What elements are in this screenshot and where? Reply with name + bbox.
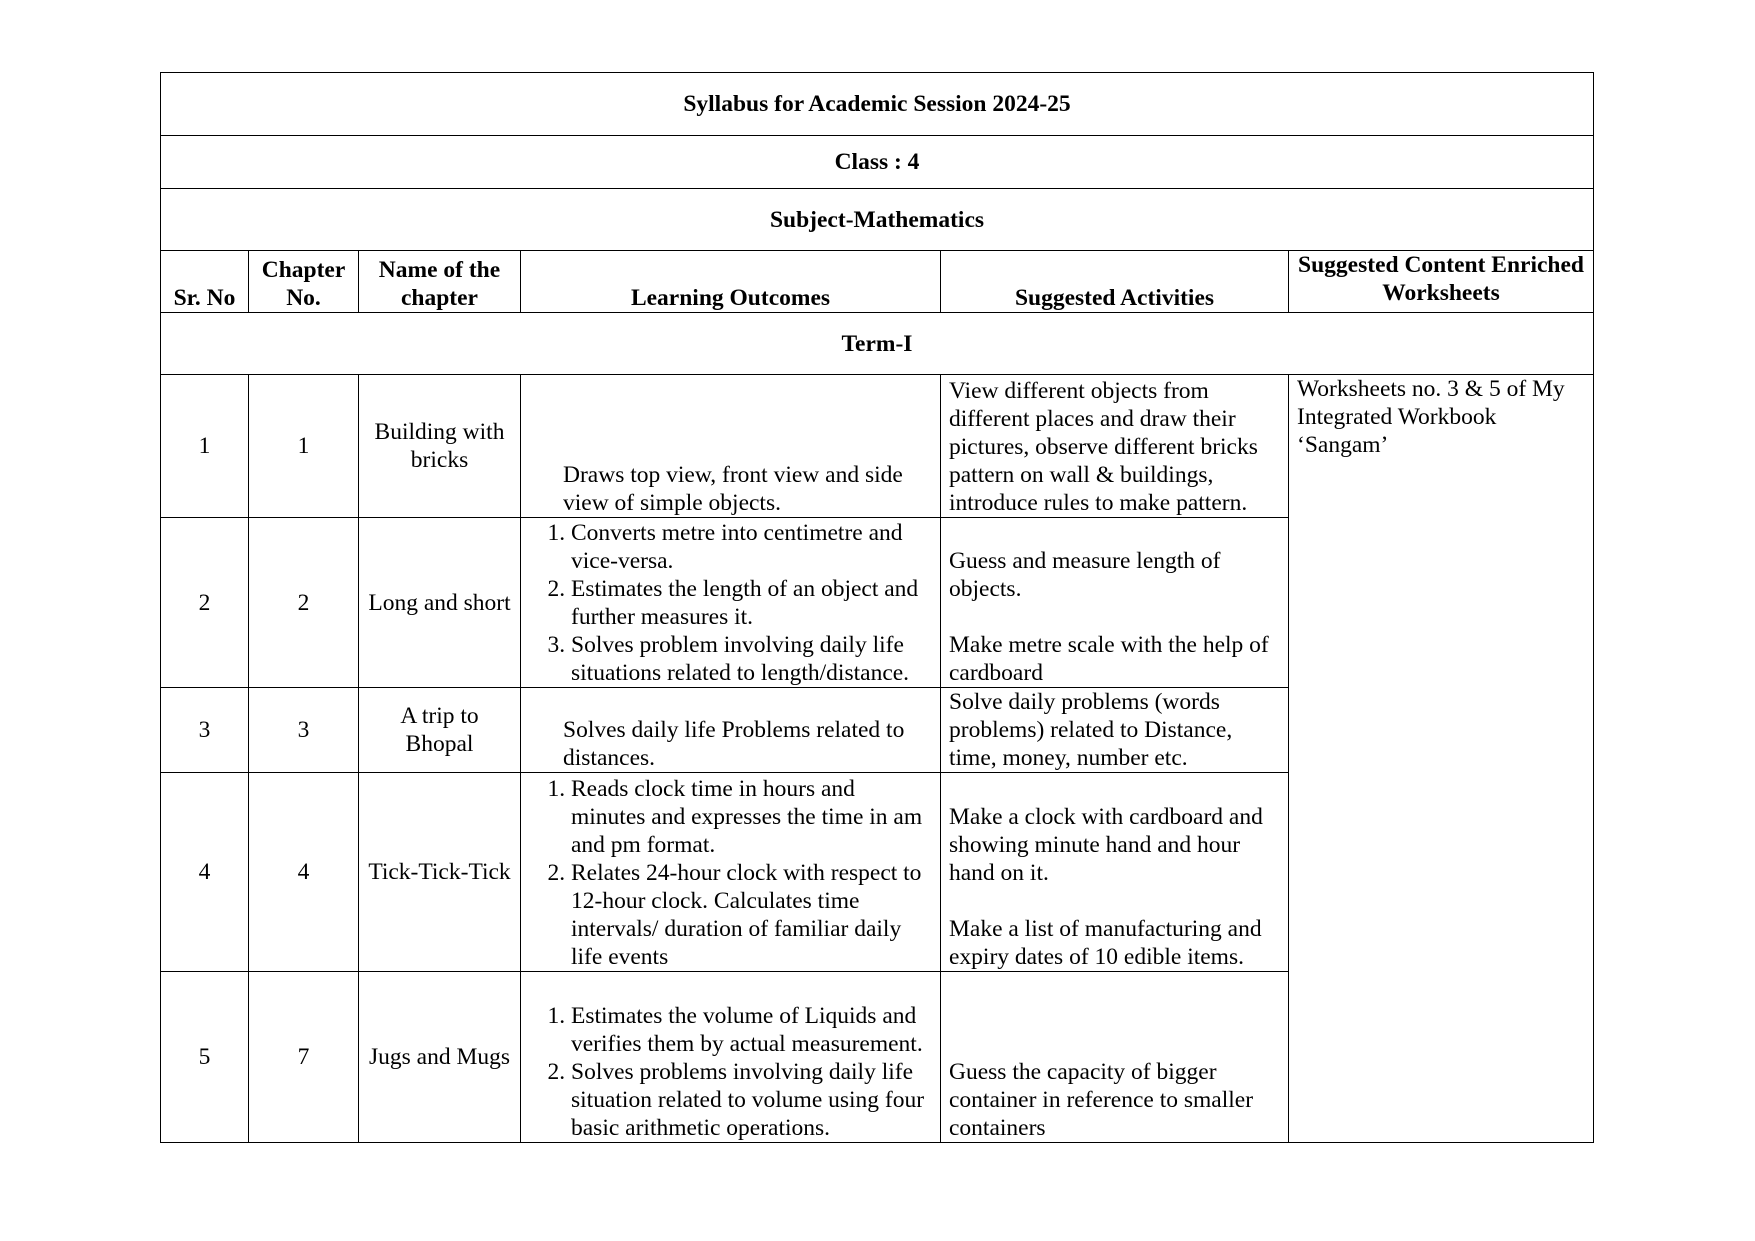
worksheets-cell: Worksheets no. 3 & 5 of My Integrated Workbook ‘Sangam’	[1289, 375, 1594, 1143]
chapter-name-cell: Long and short	[359, 518, 521, 688]
table-row	[161, 375, 1594, 518]
chapter-no-cell: 7	[249, 972, 359, 1143]
outcome-item: 2. Estimates the length of an object and further measures it.	[571, 575, 932, 631]
sr-no-cell: 5	[161, 972, 249, 1143]
term-label: Term-I	[161, 313, 1594, 375]
header-chapter-no: Chapter No.	[249, 251, 359, 313]
activity-text: Make metre scale with the help of cardboard	[949, 632, 1269, 686]
chapter-name-cell: Jugs and Mugs	[359, 972, 521, 1143]
activity-text: Make a clock with cardboard and showing minute hand and hour hand on it.	[949, 804, 1263, 886]
syllabus-table	[160, 72, 1594, 1143]
outcome-item: 1. Reads clock time in hours and minutes and expresses the time in am and pm format.	[571, 775, 932, 859]
header-chapter-name: Name of the chapter	[359, 251, 521, 313]
chapter-no-cell: 1	[249, 375, 359, 518]
chapter-name-cell: Tick-Tick-Tick	[359, 773, 521, 972]
chapter-no-cell: 2	[249, 518, 359, 688]
activity-text: Guess the capacity of bigger container in reference to smaller containers	[941, 972, 1289, 1143]
outcome-item: 1. Estimates the volume of Liquids and verifies them by actual measurement.	[571, 1002, 932, 1058]
sr-no-cell: 4	[161, 773, 249, 972]
header-sr-no: Sr. No	[161, 251, 249, 313]
sr-no-cell: 3	[161, 688, 249, 773]
header-suggested-activities: Suggested Activities	[941, 251, 1289, 313]
class-label: Class : 4	[161, 136, 1594, 189]
subject-label: Subject-Mathematics	[161, 189, 1594, 251]
sr-no-cell: 1	[161, 375, 249, 518]
activity-text: Solve daily problems (words problems) related to Distance, time, money, number etc.	[941, 688, 1289, 773]
outcomes-cell	[521, 773, 941, 972]
header-worksheets: Suggested Content Enriched Worksheets	[1289, 251, 1594, 313]
activity-text: Make a list of manufacturing and expiry dates of 10 edible items.	[949, 916, 1262, 970]
chapter-no-cell: 3	[249, 688, 359, 773]
syllabus-title: Syllabus for Academic Session 2024-25	[161, 73, 1594, 136]
header-learning-outcomes: Learning Outcomes	[521, 251, 941, 313]
activity-text: Guess and measure length of objects.	[949, 548, 1221, 602]
outcome-item: 1. Converts metre into centimetre and vice-versa.	[571, 519, 932, 575]
outcome-item: 2. Solves problems involving daily life situation related to volume using four basic arithmetic operations.	[571, 1058, 932, 1142]
outcome-text: Draws top view, front view and side view of simple objects.	[521, 375, 941, 518]
chapter-name-cell: Building with bricks	[359, 375, 521, 518]
outcome-item: 3. Solves problem involving daily life situations related to length/distance.	[571, 631, 932, 687]
activities-cell	[941, 518, 1289, 688]
outcome-text: Solves daily life Problems related to distances.	[521, 688, 941, 773]
outcomes-cell	[521, 518, 941, 688]
chapter-name-cell: A trip to Bhopal	[359, 688, 521, 773]
sr-no-cell: 2	[161, 518, 249, 688]
chapter-no-cell: 4	[249, 773, 359, 972]
outcomes-cell	[521, 972, 941, 1143]
activity-text: View different objects from different places and draw their pictures, observe different bricks pattern on wall & buildings, introduce rules to make pattern.	[941, 375, 1289, 518]
activities-cell	[941, 773, 1289, 972]
outcome-item: 2. Relates 24-hour clock with respect to 12-hour clock. Calculates time intervals/ duration of familiar daily life events	[571, 859, 932, 971]
